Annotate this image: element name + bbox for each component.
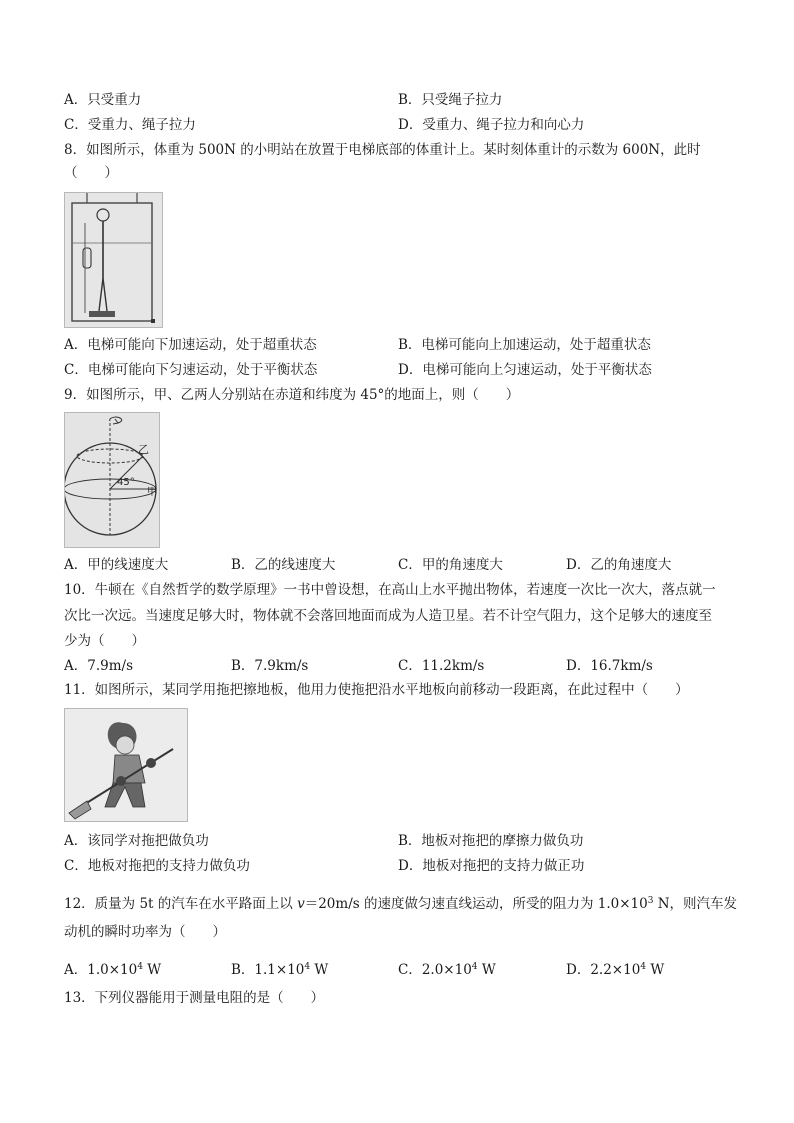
q12-option-d-exp: 4 (640, 962, 647, 972)
q10-stem-line1: 10．牛顿在《自然哲学的数学原理》一书中曾设想，在高山上水平抛出物体，若速度一次比一次大，落点就一 (64, 582, 716, 598)
q12-option-a-unit: W (142, 962, 162, 978)
q12-option-b-exp: 4 (304, 962, 311, 972)
q7-option-a: A．只受重力 (64, 92, 142, 108)
q12-stem (64, 891, 737, 914)
q9-option-b: B．乙的线速度大 (231, 557, 336, 573)
label-angle: 45° (117, 477, 135, 488)
q10-option-b: B．7.9km/s (231, 658, 309, 674)
q12-stem-c: N，则汽车发 (653, 896, 738, 912)
q7-option-d: D．受重力、绳子拉力和向心力 (398, 117, 585, 133)
q12-option-b-base: B．1.1×10 (231, 962, 305, 978)
q11-option-b: B．地板对拖把的摩擦力做负功 (398, 833, 584, 849)
q7-option-c: C．受重力、绳子拉力 (64, 117, 196, 133)
q12-stem-line2: 动机的瞬时功率为（ ） (64, 924, 226, 940)
q13-stem: 13．下列仪器能用于测量电阻的是（ ） (64, 990, 325, 1006)
q8-option-c: C．电梯可能向下匀速运动，处于平衡状态 (64, 362, 318, 378)
label-jia: 甲 (147, 487, 157, 498)
mop-figure (64, 708, 188, 822)
q9-option-d: D．乙的角速度大 (566, 557, 672, 573)
earth-figure (64, 412, 160, 548)
q12-option-a-exp: 4 (137, 962, 143, 972)
earth-illustration (65, 413, 159, 547)
q9-stem: 9．如图所示，甲、乙两人分别站在赤道和纬度为 45°的地面上，则（ ） (64, 387, 520, 403)
q9-option-c: C．甲的角速度大 (398, 557, 503, 573)
q12-stem-b: ＝20m/s 的速度做匀速直线运动，所受的阻力为 1.0×10 (304, 896, 648, 912)
q12-option-c (398, 957, 496, 980)
q8-paren: （ ） (64, 165, 118, 181)
q12-option-c-base: C．2.0×10 (398, 962, 472, 978)
q12-option-b-unit: W (310, 962, 329, 978)
q8-stem: 8．如图所示，体重为 500N 的小明站在放置于电梯底部的体重计上。某时刻体重计的示数为 600N，此时 (64, 142, 701, 158)
elevator-figure (64, 192, 163, 328)
q12-velocity-var: v (297, 896, 305, 912)
q11-option-d: D．地板对拖把的支持力做正功 (398, 858, 585, 874)
q12-option-c-unit: W (477, 962, 496, 978)
q12-option-d (566, 957, 664, 980)
q10-stem-line3: 少为（ ） (64, 633, 145, 649)
q11-option-a: A．该同学对拖把做负功 (64, 833, 209, 849)
q10-option-d: D．16.7km/s (566, 658, 653, 674)
q11-option-c: C．地板对拖把的支持力做负功 (64, 858, 250, 874)
q8-option-d: D．电梯可能向上匀速运动，处于平衡状态 (398, 362, 652, 378)
q11-stem: 11．如图所示，某同学用拖把擦地板，他用力使拖把沿水平地板向前移动一段距离，在此过程中（ ） (64, 682, 689, 698)
q12-stem-a: 12．质量为 5t 的汽车在水平路面上以 (64, 896, 298, 912)
mop-illustration (65, 709, 187, 821)
q12-option-a (64, 957, 161, 980)
elevator-illustration (65, 193, 162, 327)
q12-option-d-base: D．2.2×10 (566, 962, 641, 978)
q10-stem-line2: 次比一次远。当速度足够大时，物体就不会落回地面而成为人造卫星。若不计空气阻力，这个足够大的速度至 (64, 608, 712, 624)
q10-option-c: C．11.2km/s (398, 658, 485, 674)
q7-option-b: B．只受绳子拉力 (398, 92, 503, 108)
label-yi: 乙 (138, 443, 149, 456)
q9-option-a: A．甲的线速度大 (64, 557, 169, 573)
q12-option-c-exp: 4 (471, 962, 478, 972)
q12-option-a-base: A．1.0×10 (64, 962, 138, 978)
q12-option-b (231, 957, 328, 980)
q8-option-a: A．电梯可能向下加速运动，处于超重状态 (64, 337, 317, 353)
q10-option-a: A．7.9m/s (64, 658, 133, 674)
q12-stem-exp: 3 (647, 896, 654, 906)
q12-option-d-unit: W (646, 962, 665, 978)
q8-option-b: B．电梯可能向上加速运动，处于超重状态 (398, 337, 651, 353)
